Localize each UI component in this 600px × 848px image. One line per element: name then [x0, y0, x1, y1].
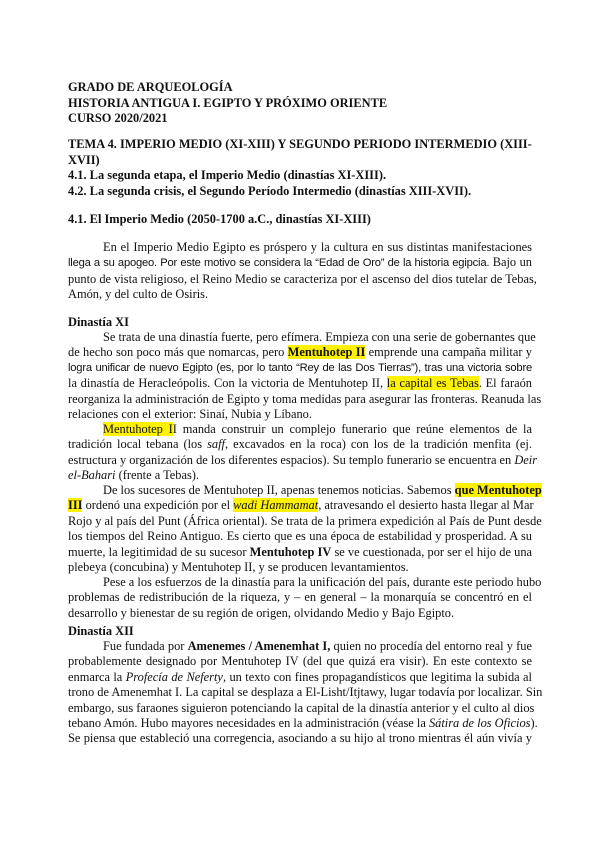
intro-paragraph — [68, 240, 537, 303]
text-line — [68, 545, 532, 560]
text-span: Sátira de los Oficios — [428, 716, 531, 731]
text-span: enmarca la — [68, 669, 126, 684]
highlight-wadi-hammamat: wadi Hammamat — [233, 498, 319, 513]
text-line: problemas de redistribución de la riqueza, y – en general – la monarquía se concentró en el — [68, 590, 532, 605]
text-line: plebeya (concubina) y Mentuhotep II, y se producen levantamientos. — [68, 560, 409, 575]
highlight-mentuhotep-ii: Mentuhotep II — [287, 345, 366, 360]
highlight-iii: III — [68, 498, 83, 513]
text-span: , un texto con fines propagandísticos que legitima la subida al — [222, 669, 532, 684]
text-line: trono de Amenemhat I. La capital se desplaza a El-Lisht/Itjtawy, lugar todavía por localizar. Sin — [68, 685, 543, 700]
text-span: , atravesando el desierto hasta llegar al Mar — [318, 498, 534, 513]
text-line — [68, 483, 542, 498]
text-span: Mentuhotep IV — [249, 544, 332, 559]
text-span: quien no procedía del entorno real y fue — [330, 639, 532, 653]
text-span: (frente a Tebas). — [115, 468, 200, 483]
dynasty-xi-paragraph-4 — [68, 575, 542, 621]
text-line: En el Imperio Medio Egipto es próspero y la cultura en sus distintas manifestaciones — [103, 240, 532, 254]
text-span: De los sucesores de Mentuhotep II, apenas tenemos noticias. Sabemos — [103, 483, 455, 497]
text-line: reorganiza la administración de Egipto y toma medidas para asegurar las fronteras. Reanuda las — [68, 391, 542, 406]
text-span: Deir — [514, 452, 538, 467]
text-span: . El faraón — [478, 376, 533, 391]
text-line — [68, 468, 532, 483]
text-span: llega a su apogeo. Por este motivo se considera la “Edad de Oro” de la historia egipcia. — [68, 257, 490, 270]
text-line — [68, 422, 532, 437]
degree-line: GRADO DE ARQUEOLOGÍA — [68, 80, 233, 94]
topic-subtitle-2: 4.2. La segunda crisis, el Segundo Período Intermedio (dinastías XIII-XVII). — [68, 184, 472, 198]
text-line: Se trata de una dinastía fuerte, pero efímera. Empieza con una serie de gobernantes que — [103, 330, 536, 344]
text-span: I manda construir un complejo funerario que reúne elementos de la — [172, 422, 533, 436]
text-line: Rojo y al país del Punt (África oriental). Se trata de la primera expedición al País de Punt desde — [68, 513, 542, 528]
highlight-mentuhotep: Mentuhotep I — [103, 422, 173, 436]
dynasty-xi-paragraph-2 — [68, 422, 538, 484]
text-span: emprende una campaña militar y — [365, 345, 532, 360]
text-line: Pese a los esfuerzos de la dinastía para la unificación del país, durante este periodo hubo — [103, 575, 542, 589]
text-span: tebano Amón. Hubo mayores necesidades en la administración (véase la — [68, 716, 429, 731]
text-line: logra unificar de nuevo Egipto (es, por lo tanto “Rey de las Dos Tierras”), tras una victoria sobre — [68, 361, 532, 374]
text-line — [68, 437, 532, 452]
text-line: Amón, y del culto de Osiris. — [68, 287, 209, 302]
text-line: desarrollo y bienestar de su región de origen, olvidando Medio y Bajo Egipto. — [68, 605, 455, 620]
text-span: la dinastía de Heracleópolis. Con la victoria de Mentuhotep II, — [68, 376, 387, 391]
dynasty-xii-paragraph — [68, 639, 543, 747]
text-line: probablemente designado por Mentuhotep IV (del que quizá era visir). En este contexto se — [68, 654, 532, 669]
text-line — [68, 452, 538, 468]
text-span: se ve cuestionada, por ser el hijo de una — [331, 544, 533, 559]
text-span: Profecía de Neferty — [125, 669, 223, 684]
text-line: embargo, sus faraones siguieron potenciando la capital de la dinastía anterior y el culto al dios — [68, 700, 535, 715]
text-span: de hecho son poco más que nomarcas, pero — [68, 345, 288, 360]
subject-line: HISTORIA ANTIGUA I. EGIPTO Y PRÓXIMO ORIENTE — [68, 95, 388, 110]
text-span: el-Bahari — [68, 468, 116, 483]
text-line: punto de vista religioso, el Reino Medio se caracteriza por el ascenso del dios tutelar de Tebas, — [68, 271, 537, 286]
text-line — [68, 255, 532, 271]
topic-subtitle-1: 4.1. La segunda etapa, el Imperio Medio (dinastías XI-XIII). — [68, 168, 387, 182]
dynasty-xii-heading: Dinastía XII — [68, 624, 134, 638]
section-title: 4.1. El Imperio Medio (2050-1700 a.C., dinastías XI-XIII) — [68, 212, 371, 226]
course-year-line: CURSO 2020/2021 — [68, 111, 168, 125]
text-span: Amenemes / Amenemhat I, — [187, 639, 331, 653]
text-span: Bajo un — [489, 255, 532, 270]
topic-title: TEMA 4. IMPERIO MEDIO (XI-XIII) Y SEGUNDO PERIODO INTERMEDIO (XIII-XVII) — [68, 137, 532, 167]
text-span: ordenó una expedición por el — [82, 498, 234, 513]
dynasty-xi-paragraph-1 — [68, 330, 542, 422]
highlight-capital-tebas: la capital es Tebas — [386, 376, 479, 391]
text-span: , excavados en la roca) con los de la tradición menfita (ej. — [225, 437, 532, 452]
text-line: los tiempos del Reino Antiguo. Es cierto que es una época de estabilidad y prosperidad. A su — [68, 529, 532, 544]
text-line — [68, 498, 532, 513]
dynasty-xi-paragraph-3 — [68, 483, 542, 575]
text-line: Se piensa que estableció una corregencia, asociando a su hijo al trono mientras él aún vivía y — [68, 731, 532, 746]
dynasty-xi-heading: Dinastía XI — [68, 315, 129, 329]
text-span: saff — [207, 437, 225, 452]
text-line — [68, 670, 532, 685]
course-header — [68, 80, 387, 127]
text-line — [68, 376, 532, 391]
text-span: Fue fundada por — [103, 639, 188, 653]
text-line — [68, 639, 532, 654]
text-line — [68, 345, 532, 360]
text-span: ). — [530, 716, 538, 731]
highlight-mentuhotep-iii: que Mentuhotep — [454, 483, 542, 497]
text-line: relaciones con el exterior: Sinaí, Nubia y Líbano. — [68, 407, 312, 422]
text-span: tradición local tebana (los — [68, 437, 208, 452]
text-line — [68, 716, 538, 731]
text-span: muerte, la legitimidad de su sucesor — [68, 544, 250, 559]
text-span: estructura y organización de los diferentes espacios). Su templo funerario se encuentra en — [68, 452, 515, 467]
